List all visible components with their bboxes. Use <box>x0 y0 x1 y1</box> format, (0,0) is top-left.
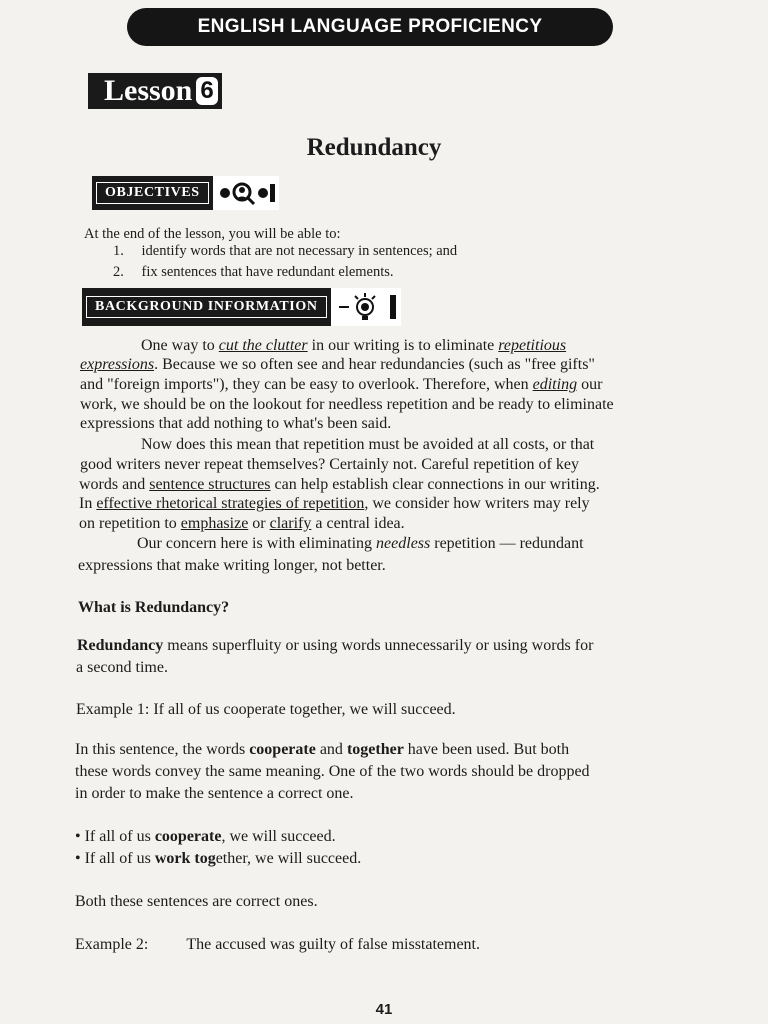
explanation-line: these words convey the same meaning. One of the two words should be dropped <box>75 763 590 780</box>
conclusion-line: Both these sentences are correct ones. <box>75 893 318 910</box>
objective-item <box>113 241 457 261</box>
explanation-line: in order to make the sentence a correct one. <box>75 785 354 802</box>
example-2-text: The accused was guilty of false misstatement. <box>186 936 480 953</box>
page-title: Redundancy <box>306 134 442 161</box>
objectives-intro: At the end of the lesson, you will be able to: <box>84 226 341 242</box>
paragraph-line: In effective rhetorical strategies of repetition, we consider how writers may rely <box>79 495 590 512</box>
course-header <box>127 8 613 46</box>
example-1: Example 1: If all of us cooperate together, we will succeed. <box>76 701 456 718</box>
bullet-item: • If all of us cooperate, we will succeed. <box>75 828 336 845</box>
page-number: 41 <box>375 1001 393 1018</box>
background-tag <box>82 288 401 326</box>
paragraph-line: good writers never repeat themselves? Certainly not. Careful repetition of key <box>80 456 579 473</box>
objective-text: identify words that are not necessary in sentences; and <box>141 243 458 259</box>
lightbulb-target-icon <box>331 288 401 326</box>
course-title: ENGLISH LANGUAGE PROFICIENCY <box>197 16 543 37</box>
paragraph-line: expressions that make writing longer, not better. <box>78 557 386 574</box>
example-2 <box>75 935 480 955</box>
definition-line: Redundancy means superfluity or using words unnecessarily or using words for <box>77 637 594 654</box>
explanation-line: In this sentence, the words cooperate and together have been used. But both <box>75 741 570 758</box>
paragraph-line: work, we should be on the lookout for needless repetition and be ready to eliminate <box>80 396 614 413</box>
paragraph-line: Now does this mean that repetition must be avoided at all costs, or that <box>141 436 595 453</box>
objectives-tag <box>92 176 279 210</box>
section-heading: What is Redundancy? <box>78 599 230 616</box>
lesson-number: 6 <box>196 77 217 105</box>
paragraph-line: expressions that add nothing to what's been said. <box>80 415 392 432</box>
objective-text: fix sentences that have redundant elements. <box>141 264 394 280</box>
lesson-tag <box>88 73 222 109</box>
objective-number: 2. <box>113 264 124 280</box>
paragraph-line: One way to cut the clutter in our writing is to eliminate repetitious <box>141 337 567 354</box>
paragraph-line: Our concern here is with eliminating needless repetition — redundant <box>137 535 584 552</box>
paragraph-line: and "foreign imports"), they can be easy to overlook. Therefore, when editing our <box>80 376 603 393</box>
objective-number: 1. <box>113 243 124 259</box>
objective-item <box>113 262 394 282</box>
lesson-label: Lesson <box>104 74 193 107</box>
bullet-item: • If all of us work together, we will succeed. <box>75 850 362 867</box>
paragraph-line: on repetition to emphasize or clarify a central idea. <box>79 515 405 532</box>
paragraph-line: words and sentence structures can help establish clear connections in our writing. <box>79 476 600 493</box>
definition-line: a second time. <box>76 659 168 676</box>
background-label: BACKGROUND INFORMATION <box>86 296 327 318</box>
objectives-label: OBJECTIVES <box>96 182 209 204</box>
magnifier-icon <box>213 176 279 210</box>
paragraph-line: expressions. Because we so often see and hear redundancies (such as "free gifts" <box>80 356 595 373</box>
example-2-label: Example 2: <box>75 936 149 953</box>
